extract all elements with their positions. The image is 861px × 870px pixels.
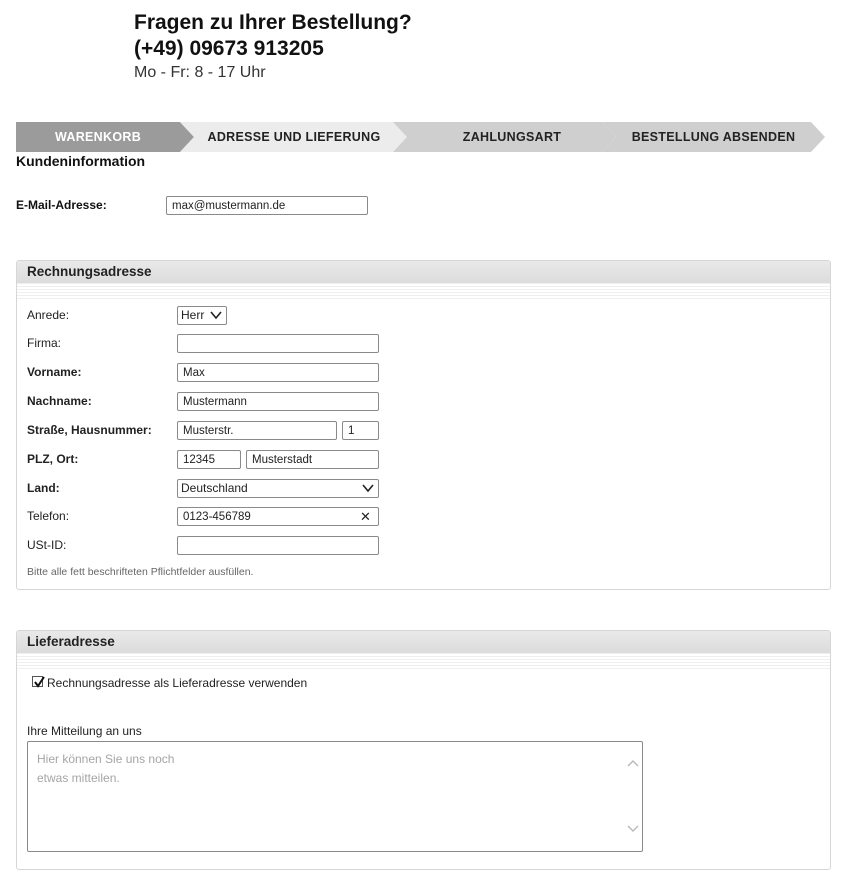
company-input[interactable] <box>177 334 379 353</box>
street-label: Straße, Hausnummer: <box>27 423 152 437</box>
contact-hours: Mo - Fr: 8 - 17 Uhr <box>134 64 266 81</box>
checkmark-icon <box>32 675 46 689</box>
phone-label: Telefon: <box>27 509 70 523</box>
lastname-input[interactable] <box>177 392 379 411</box>
shipping-title: Lieferadresse <box>17 631 830 653</box>
zip-input[interactable] <box>177 450 241 469</box>
company-label: Firma: <box>27 336 61 350</box>
shipping-stripes <box>17 653 830 669</box>
billing-title: Rechnungsadresse <box>17 261 830 283</box>
same-address-checkbox[interactable] <box>32 676 43 687</box>
email-label: E-Mail-Adresse: <box>16 198 107 212</box>
firstname-label: Vorname: <box>27 365 82 379</box>
chevron-down-icon <box>209 308 223 322</box>
step-adresse-und-lieferung: ADRESSE UND LIEFERUNG <box>207 130 381 144</box>
billing-panel <box>16 260 831 590</box>
chevron-down-icon <box>361 481 375 495</box>
message-label: Ihre Mitteilung an uns <box>27 724 142 738</box>
scroll-down-icon[interactable] <box>627 824 639 834</box>
required-hint: Bitte alle fett beschrifteten Pflichtfelder ausfüllen. <box>27 566 254 578</box>
housenumber-input[interactable] <box>342 421 379 440</box>
street-input[interactable] <box>177 421 337 440</box>
country-label: Land: <box>27 481 60 495</box>
shipping-panel <box>16 630 831 870</box>
zipcity-label: PLZ, Ort: <box>27 452 79 466</box>
country-select[interactable] <box>177 479 379 498</box>
message-placeholder: Hier können Sie uns noch etwas mitteilen. <box>37 752 175 785</box>
contact-header <box>134 10 412 83</box>
vat-input[interactable] <box>177 536 379 555</box>
message-textarea[interactable] <box>27 741 643 852</box>
contact-phone: (+49) 09673 913205 <box>134 37 324 60</box>
scroll-up-icon[interactable] <box>627 758 639 768</box>
city-input[interactable] <box>246 450 379 469</box>
salutation-value: Herr <box>181 308 205 322</box>
step-zahlungsart: ZAHLUNGSART <box>462 130 562 144</box>
firstname-input[interactable] <box>177 363 379 382</box>
billing-stripes <box>17 283 830 299</box>
phone-input[interactable] <box>177 507 379 526</box>
vat-label: USt-ID: <box>27 538 67 552</box>
contact-title: Fragen zu Ihrer Bestellung? <box>134 11 412 34</box>
same-address-label[interactable]: Rechnungsadresse als Lieferadresse verwenden <box>47 676 308 690</box>
country-value: Deutschland <box>181 481 248 495</box>
step-bestellung-absenden: BESTELLUNG ABSENDEN <box>631 130 796 144</box>
customer-section-title: Kundeninformation <box>16 153 146 169</box>
checkout-steps <box>16 122 826 152</box>
salutation-label: Anrede: <box>27 308 70 322</box>
clear-icon[interactable]: ✕ <box>360 509 371 524</box>
step-warenkorb[interactable]: WARENKORB <box>54 130 142 144</box>
salutation-select[interactable] <box>177 306 227 325</box>
email-input[interactable] <box>166 196 368 215</box>
lastname-label: Nachname: <box>27 394 92 408</box>
